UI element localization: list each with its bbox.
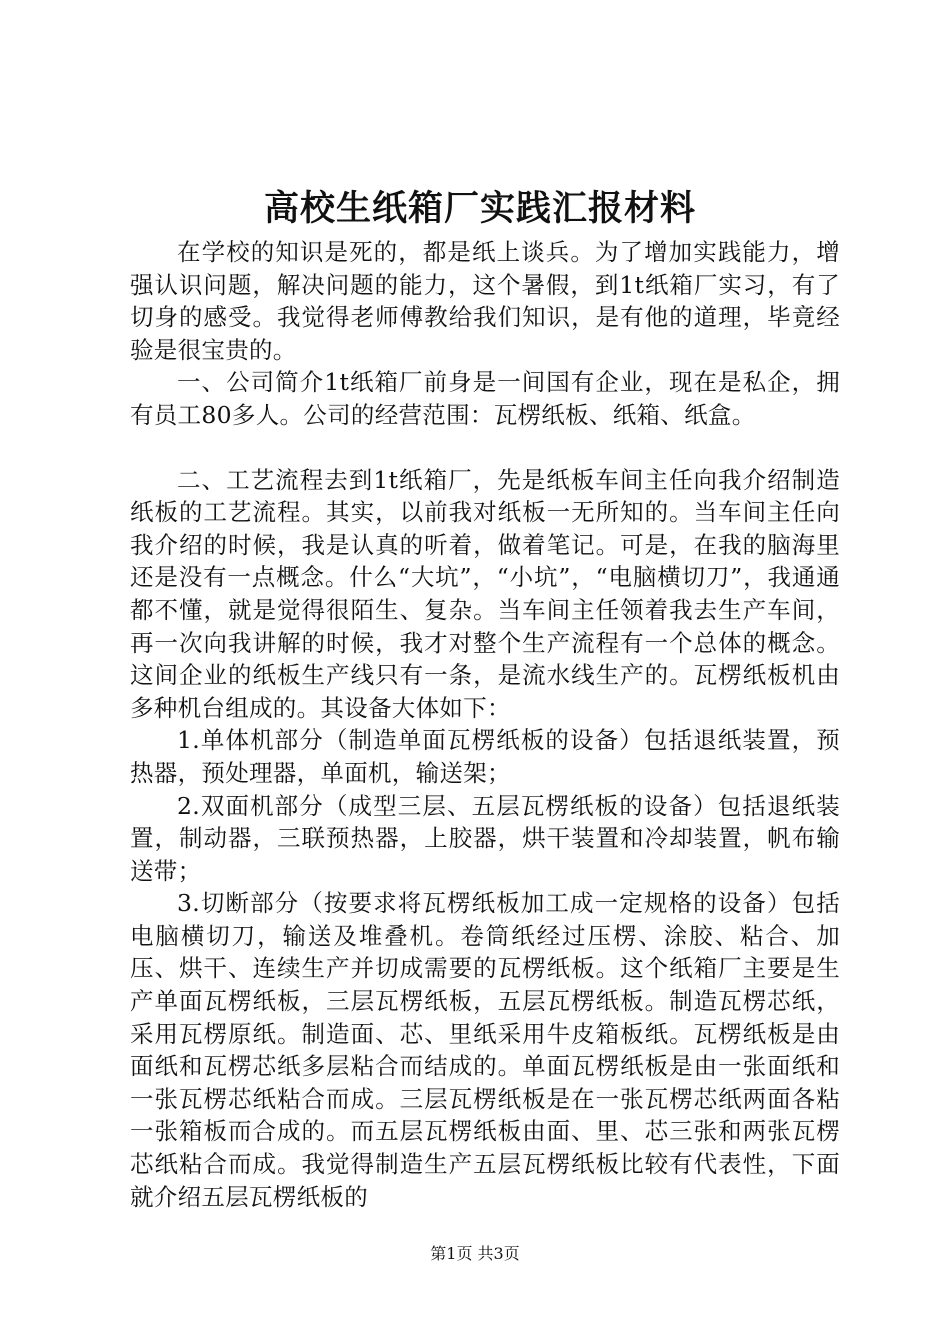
paragraph-process-flow: 二、工艺流程去到1t纸箱厂，先是纸板车间主任向我介绍制造纸板的工艺流程。其实，以前我对纸板一无所知的。当车间主任向我介绍的时候，我是认真的听着，做着笔记。可是，在我的脑海里还是没有一点概念。什么“大坑”，“小坑”，“电脑横切刀”，我通通都不懂，就是觉得很陌生、复杂。当车间主任领着我去生产车间，再一次向我讲解的时候，我才对整个生产流程有一个总体的概念。这间企业的纸板生产线只有一条，是流水线生产的。瓦楞纸板机由多种机台组成的。其设备大体如下： [130, 465, 840, 722]
paragraph-item-2: 2.双面机部分（成型三层、五层瓦楞纸板的设备）包括退纸装置，制动器，三联预热器，上胶器，烘干装置和冷却装置，帆布输送带； [130, 791, 840, 885]
paragraph-intro: 在学校的知识是死的，都是纸上谈兵。为了增加实践能力，增强认识问题，解决问题的能力，这个暑假，到1t纸箱厂实习，有了切身的感受。我觉得老师傅教给我们知识，是有他的道理，毕竟经验是很宝贵的。 [130, 238, 840, 364]
document-body [130, 236, 840, 1213]
paragraph-spacer [130, 432, 840, 464]
paragraph-item-1: 1.单体机部分（制造单面瓦楞纸板的设备）包括退纸装置，预热器，预处理器，单面机，输送架； [130, 726, 840, 787]
paragraph-company-profile: 一、公司简介1t纸箱厂前身是一间国有企业，现在是私企，拥有员工80多人。公司的经营范围：瓦楞纸板、纸箱、纸盒。 [130, 368, 840, 429]
paragraph-item-3: 3.切断部分（按要求将瓦楞纸板加工成一定规格的设备）包括电脑横切刀，输送及堆叠机。卷筒纸经过压楞、涂胶、粘合、加压、烘干、连续生产并切成需要的瓦楞纸板。这个纸箱厂主要是生产单面瓦楞纸板，三层瓦楞纸板，五层瓦楞纸板。制造瓦楞芯纸，采用瓦楞原纸。制造面、芯、里纸采用牛皮箱板纸。瓦楞纸板是由面纸和瓦楞芯纸多层粘合而结成的。单面瓦楞纸板是由一张面纸和一张瓦楞芯纸粘合而成。三层瓦楞纸板是在一张瓦楞芯纸两面各粘一张箱板而合成的。而五层瓦楞纸板由面、里、芯三张和两张瓦楞芯纸粘合而成。我觉得制造生产五层瓦楞纸板比较有代表性，下面就介绍五层瓦楞纸板的 [130, 889, 840, 1211]
document-title: 高校生纸箱厂实践汇报材料 [263, 188, 696, 229]
page-footer: 第1页 共3页 [430, 1244, 520, 1263]
